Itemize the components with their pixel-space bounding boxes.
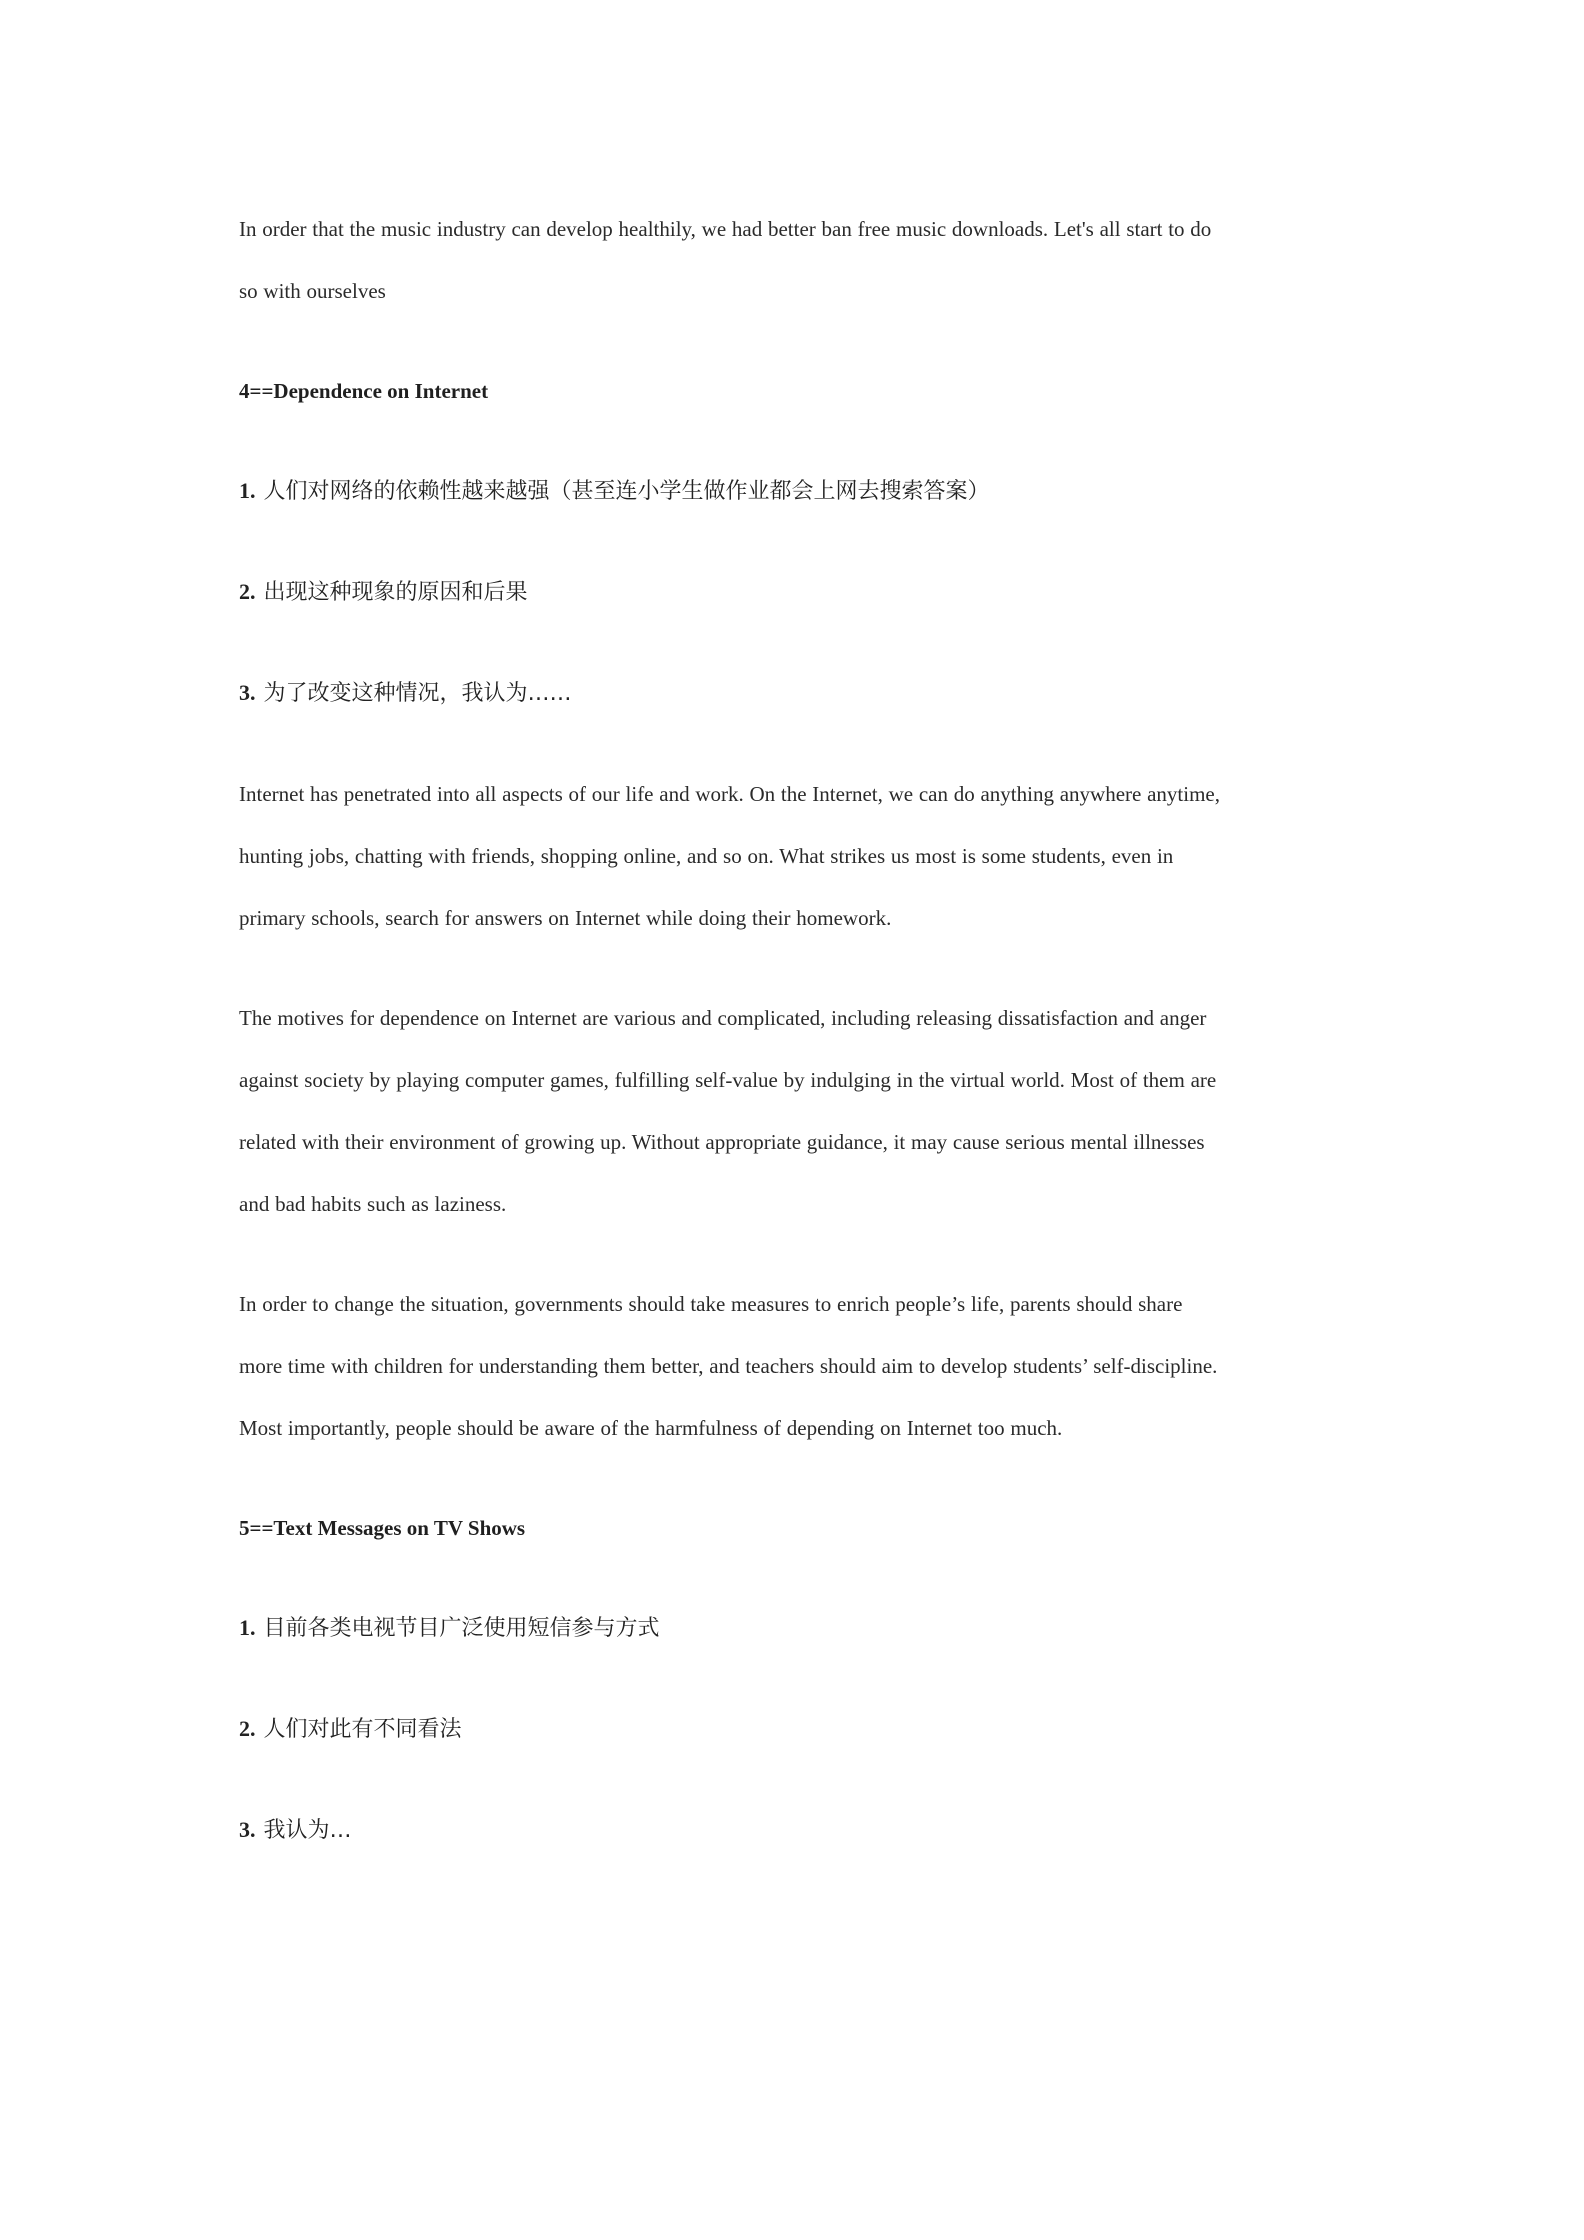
outline-text: 人们对网络的依赖性越来越强（甚至连小学生做作业都会上网去搜索答案） <box>263 479 990 504</box>
outline-item-3 <box>239 662 1359 725</box>
body-paragraph-1 <box>239 763 1359 949</box>
intro-paragraph <box>239 198 1359 322</box>
body-paragraph-3 <box>239 1273 1359 1459</box>
outline-number: 2. <box>239 579 256 604</box>
body-paragraph-2 <box>239 987 1359 1235</box>
outline-number: 1. <box>239 478 256 503</box>
outline-item-1 <box>239 460 1359 523</box>
outline-text: 目前各类电视节目广泛使用短信参与方式 <box>263 1616 660 1641</box>
paragraph-line: The motives for dependence on Internet are various and complicated, including releasing dissatisfaction and anger <box>239 1006 1207 1030</box>
paragraph-line: against society by playing computer games, fulfilling self-value by indulging in the virtual world. Most of them are <box>239 1068 1217 1092</box>
paragraph-line: related with their environment of growing up. Without appropriate guidance, it may cause serious mental illnesses <box>239 1130 1205 1154</box>
outline-number: 2. <box>239 1716 256 1741</box>
document-body <box>239 198 1359 1900</box>
outline-text: 我认为… <box>263 1818 352 1843</box>
paragraph-line: In order that the music industry can develop healthily, we had better ban free music downloads. Let's all start to do <box>239 217 1212 241</box>
paragraph-line: In order to change the situation, governments should take measures to enrich people’s life, parents should share <box>239 1292 1183 1316</box>
outline-text: 出现这种现象的原因和后果 <box>263 580 528 605</box>
outline-number: 1. <box>239 1615 256 1640</box>
outline-text: 为了改变这种情况，我认为…… <box>263 681 572 706</box>
paragraph-line: Internet has penetrated into all aspects of our life and work. On the Internet, we can do anything anywhere anytime, <box>239 782 1220 806</box>
paragraph-line: hunting jobs, chatting with friends, shopping online, and so on. What strikes us most is some students, even in <box>239 844 1174 868</box>
outline-item-2 <box>239 561 1359 624</box>
section-heading-5: 5==Text Messages on TV Shows <box>239 1516 526 1540</box>
paragraph-line: primary schools, search for answers on Internet while doing their homework. <box>239 906 892 930</box>
outline-number: 3. <box>239 680 256 705</box>
outline-item-1 <box>239 1597 1359 1660</box>
paragraph-line: Most importantly, people should be aware of the harmfulness of depending on Internet too much. <box>239 1416 1063 1440</box>
outline-item-3 <box>239 1799 1359 1862</box>
outline-text: 人们对此有不同看法 <box>263 1717 462 1742</box>
outline-item-2 <box>239 1698 1359 1761</box>
paragraph-line: and bad habits such as laziness. <box>239 1192 507 1216</box>
section-heading-4: 4==Dependence on Internet <box>239 379 489 403</box>
paragraph-line: more time with children for understanding them better, and teachers should aim to develop students’ self-discipline. <box>239 1354 1218 1378</box>
paragraph-line: so with ourselves <box>239 279 386 303</box>
outline-number: 3. <box>239 1817 256 1842</box>
